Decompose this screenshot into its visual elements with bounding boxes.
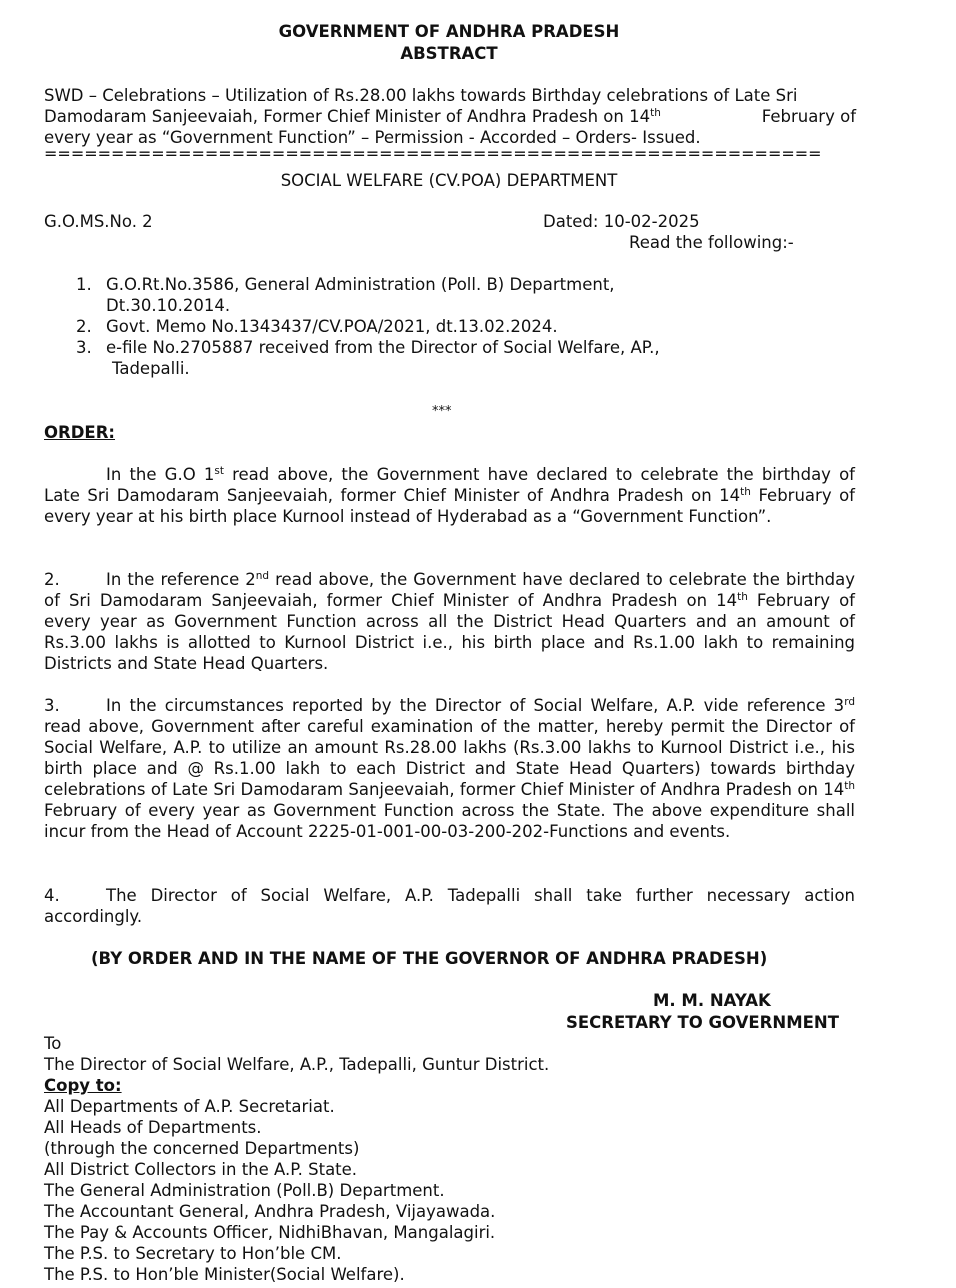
government-heading: GOVERNMENT OF ANDHRA PRADESH (278, 22, 620, 41)
paragraph-sup: nd (255, 570, 270, 582)
go-number: G.O.MS.No. 2 (44, 212, 153, 231)
order-heading: ORDER: (44, 423, 116, 442)
subject-line-2 (44, 106, 856, 127)
paragraph-number: 3. (44, 696, 60, 715)
order-paragraph-2 (44, 569, 855, 674)
paragraph-number: 2. (44, 570, 60, 589)
reference-line: Govt. Memo No.1343437/CV.POA/2021, dt.13.02.2024. (106, 317, 558, 336)
copy-to-item: All Departments of A.P. Secretariat. (44, 1097, 335, 1116)
governor-order-line: (BY ORDER AND IN THE NAME OF THE GOVERNOR OF ANDHRA PRADESH) (91, 949, 768, 968)
reference-line: Tadepalli. (112, 359, 190, 378)
subject-line-3: every year as “Government Function” – Permission - Accorded – Orders- Issued. (44, 128, 701, 147)
paragraph-text: In the circumstances reported by the Director of Social Welfare, A.P. vide reference 3 (106, 696, 845, 715)
paragraph-text: February of every year as Government Function across all the District Head Quarters and an amount of Rs.3.00 lakhs is allotted to Kurnool District i.e., his birth place and Rs.1.00 lakh to remaining Districts and State Head Quarters. (44, 591, 855, 673)
copy-to-item: The P.S. to Hon’ble Minister(Social Welfare). (44, 1265, 405, 1284)
abstract-heading: ABSTRACT (400, 44, 498, 63)
copy-to-list (44, 1096, 495, 1285)
subject-line-2-text: Damodaram Sanjeevaiah, Former Chief Minister of Andhra Pradesh on 14 (44, 107, 651, 126)
reference-number: 3. (76, 338, 92, 357)
signatory-name: M. M. NAYAK (653, 991, 771, 1010)
paragraph-sup: th (737, 591, 748, 603)
references-list (76, 274, 776, 379)
copy-to-label: Copy to: (44, 1076, 122, 1095)
go-date: Dated: 10-02-2025 (543, 212, 700, 231)
order-paragraph-3 (44, 695, 855, 842)
to-recipient: The Director of Social Welfare, A.P., Tadepalli, Guntur District. (44, 1055, 550, 1074)
paragraph-text: read above, the Government have declared to celebrate the birthday of Sri Damodaram Sanjeevaiah, former Chief Minister of Andhra Pradesh on 14 (44, 570, 856, 610)
paragraph-number: 4. (44, 886, 60, 905)
reference-line: G.O.Rt.No.3586, General Administration (Poll. B) Department, (106, 275, 615, 294)
subject-line-2-end: February of (761, 107, 856, 126)
read-following-label: Read the following:- (629, 233, 794, 252)
copy-to-item: (through the concerned Departments) (44, 1139, 360, 1158)
paragraph-sup: rd (844, 696, 855, 708)
paragraph-text: In the G.O 1 (106, 465, 215, 484)
paragraph-sup: th (740, 486, 751, 498)
copy-to-item: All District Collectors in the A.P. State. (44, 1160, 358, 1179)
reference-number: 1. (76, 275, 92, 294)
order-paragraph-1 (44, 464, 855, 527)
reference-item (76, 274, 776, 316)
paragraph-text: February of every year as Government Function across the State. The above expenditure shall incur from the Head of Account 2225-01-001-00-03-200-202-Functions and events. (44, 801, 855, 841)
reference-line: e-file No.2705887 received from the Director of Social Welfare, AP., (106, 338, 660, 357)
reference-line: Dt.30.10.2014. (106, 296, 231, 315)
order-paragraph-4 (44, 885, 855, 927)
reference-number: 2. (76, 317, 92, 336)
copy-to-item: The General Administration (Poll.B) Department. (44, 1181, 445, 1200)
reference-item (76, 316, 776, 337)
copy-to-item: The Accountant General, Andhra Pradesh, Vijayawada. (44, 1202, 496, 1221)
paragraph-sup: st (214, 465, 224, 477)
paragraph-text: read above, Government after careful examination of the matter, hereby permit the Director of Social Welfare, A.P. to utilize an amount Rs.28.00 lakhs (Rs.3.00 lakhs to Kurnool District i.e., his birth place and @ Rs.1.00 lakh to each District and State Head Quarters) towards birthday celebrations of Late Sri Damodaram Sanjeevaiah, former Chief Minister of Andhra Pradesh on 14 (44, 717, 855, 799)
copy-to-item: The Pay & Accounts Officer, NidhiBhavan, Mangalagiri. (44, 1223, 496, 1242)
to-label: To (44, 1034, 62, 1053)
subject-line-1: SWD – Celebrations – Utilization of Rs.28.00 lakhs towards Birthday celebrations of Late Sri (44, 86, 798, 105)
separator-line: ========================================================== (44, 148, 822, 160)
section-stars: *** (432, 404, 452, 419)
paragraph-sup: th (844, 780, 855, 792)
subject-line-2-sup: th (650, 107, 661, 119)
paragraph-text: The Director of Social Welfare, A.P. Tadepalli shall take further necessary action accordingly. (44, 886, 855, 926)
copy-to-item: All Heads of Departments. (44, 1118, 262, 1137)
paragraph-text: February of every year at his birth place Kurnool instead of Hyderabad as a “Government Function”. (44, 486, 855, 526)
copy-to-item: The P.S. to Secretary to Hon’ble CM. (44, 1244, 342, 1263)
reference-item (76, 337, 776, 379)
paragraph-text: read above, the Government have declared to celebrate the birthday of Late Sri Damodaram Sanjeevaiah, former Chief Minister of Andhra Pradesh on 14 (44, 465, 855, 505)
subject-block (44, 85, 856, 148)
signatory-title: SECRETARY TO GOVERNMENT (566, 1013, 839, 1032)
paragraph-text: In the reference 2 (106, 570, 256, 589)
department-name: SOCIAL WELFARE (CV.POA) DEPARTMENT (280, 171, 618, 190)
